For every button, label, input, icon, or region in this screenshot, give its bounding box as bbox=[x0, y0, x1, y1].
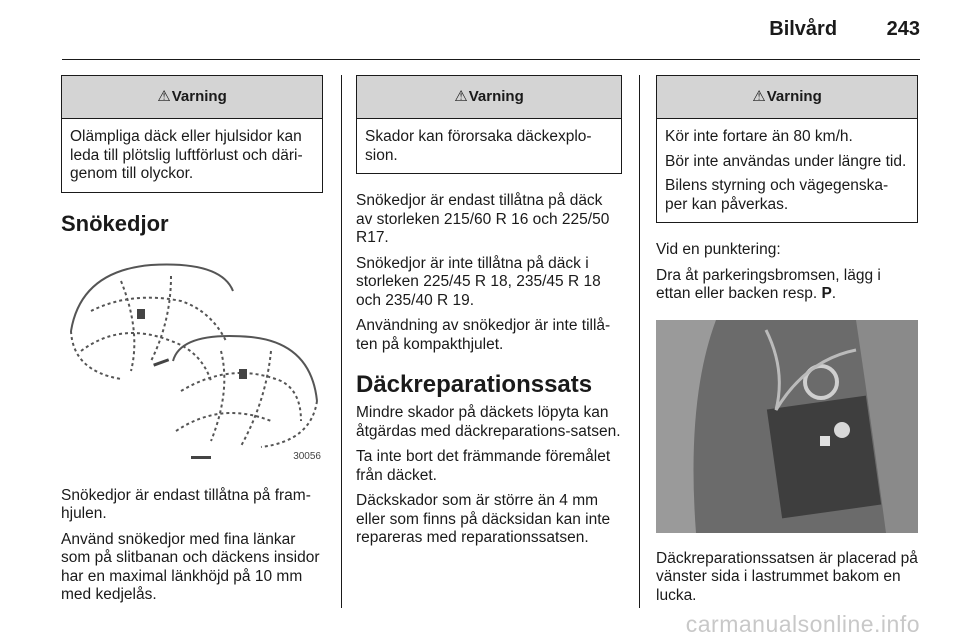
snow-chains-illustration bbox=[61, 251, 323, 473]
warning-title: Varning bbox=[171, 87, 227, 105]
column-1 bbox=[61, 75, 323, 612]
header-rule bbox=[62, 59, 920, 60]
watermark: carmanualsonline.info bbox=[685, 611, 920, 637]
warning-box bbox=[656, 75, 918, 223]
paragraph: Däckskador som är större än 4 mm eller som finns på däcksidan kan inte repareras med reparationssatsen. bbox=[356, 492, 611, 546]
paragraph: Ta inte bort det främmande föremålet från däcket. bbox=[356, 448, 611, 484]
paragraph: Dra åt parkeringsbromsen, lägg i ettan eller backen resp. P. bbox=[656, 266, 881, 302]
page-header bbox=[769, 18, 920, 41]
paragraph: Användning av snökedjor är inte tillå-ten på kompakthjulet. bbox=[356, 317, 611, 353]
paragraph: Snökedjor är inte tillåtna på däck i storleken 225/45 R 18, 235/45 R 18 och 235/40 R 19. bbox=[356, 254, 601, 309]
paragraph: Mindre skador på däckets löpyta kan åtgärdas med däckreparations-satsen. bbox=[356, 404, 621, 440]
warning-header bbox=[657, 76, 917, 119]
warning-triangle-icon: ⚠ bbox=[454, 87, 468, 105]
paragraph: Snökedjor är endast tillåtna på däck av storleken 215/60 R 16 och 225/50 R17. bbox=[356, 192, 610, 246]
paragraph: Snökedjor är endast tillåtna på fram-hjulen. bbox=[61, 486, 311, 522]
warning-box bbox=[356, 75, 622, 174]
warning-header bbox=[357, 76, 621, 119]
column-divider bbox=[639, 75, 640, 608]
paragraph: Använd snökedjor med fina länkar som på slitbanan och däckens insidor har en maximal länkhöjd på 10 mm med kedjelås. bbox=[61, 530, 320, 603]
warning-title: Varning bbox=[468, 87, 524, 105]
column-divider bbox=[341, 75, 342, 608]
warning-text: Skador kan förorsaka däckexplo-sion. bbox=[365, 128, 592, 164]
figure-code: 30056 bbox=[293, 451, 321, 462]
warning-triangle-icon: ⚠ bbox=[752, 87, 766, 105]
section-title: Bilvård bbox=[769, 18, 838, 40]
gear-p-label: P bbox=[821, 285, 832, 302]
warning-header bbox=[62, 76, 322, 119]
column-2 bbox=[356, 75, 622, 555]
paragraph: Däckreparationssatsen är placerad på vänster sida i lastrummet bakom en lucka. bbox=[656, 549, 918, 604]
warning-text: Olämpliga däck eller hjulsidor kan leda till plötslig luftförlust och däri-genom till olyckor. bbox=[70, 128, 303, 182]
warning-text: Bilens styrning och vägegenska-per kan påverkas. bbox=[665, 177, 889, 213]
warning-text: Kör inte fortare än 80 km/h. bbox=[665, 128, 853, 145]
section-heading: Däckreparationssats bbox=[356, 371, 593, 398]
column-3 bbox=[656, 75, 918, 612]
warning-box bbox=[61, 75, 323, 193]
page-number: 243 bbox=[886, 18, 920, 40]
warning-text: Bör inte användas under längre tid. bbox=[665, 152, 907, 170]
section-heading: Snökedjor bbox=[61, 210, 169, 236]
warning-triangle-icon: ⚠ bbox=[157, 87, 171, 105]
warning-title: Varning bbox=[766, 87, 822, 105]
paragraph: Vid en punktering: bbox=[656, 241, 781, 258]
repair-kit-photo bbox=[656, 320, 918, 533]
